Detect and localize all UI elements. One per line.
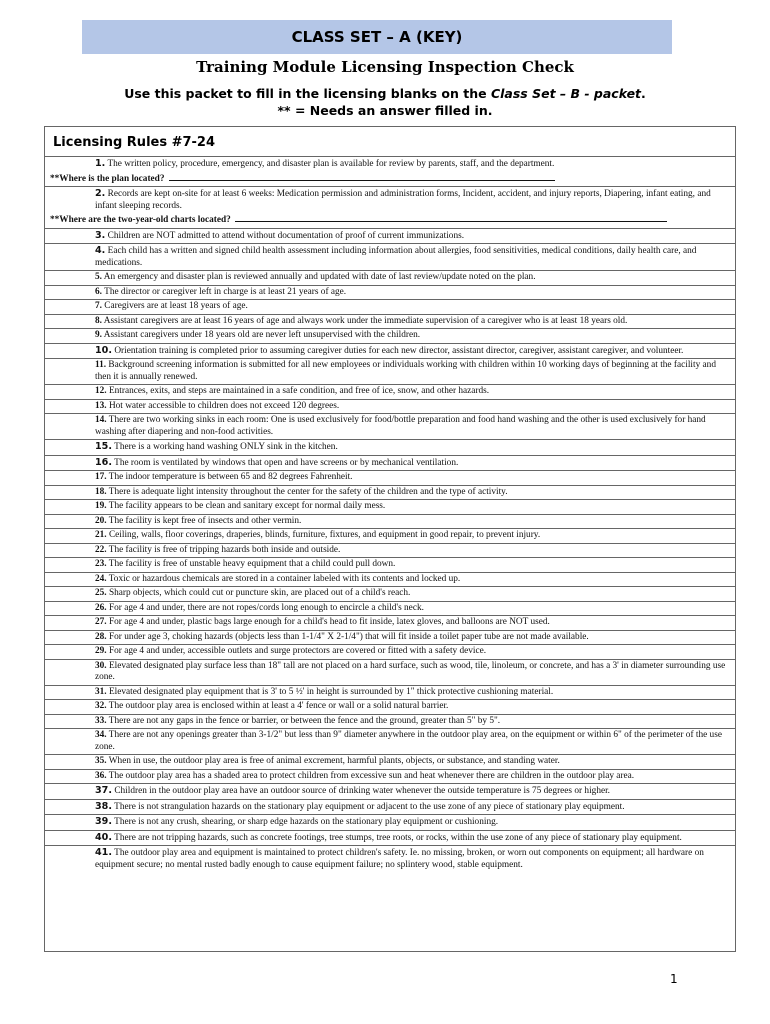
rule-text: There are not any openings greater than 3-1/2" but less than 9" diameter anywhere in the outdoor play area, on the equipment or within 6" of the perimeter of the use zone.: [95, 730, 722, 752]
rule-number: 28.: [95, 631, 107, 642]
rule-question: [50, 212, 729, 227]
rule-question-text: **Where are the two-year-old charts located?: [50, 215, 231, 225]
rule-number: 32.: [95, 701, 107, 711]
rule-row: [45, 244, 735, 271]
rule-number: 36.: [95, 770, 107, 781]
rule-text: There are not tripping hazards, such as concrete footings, tree stumps, tree roots, or rocks, within the use zone of any piece of stationary play equipment.: [112, 832, 682, 843]
rule-row: [45, 660, 735, 686]
rule-row: [45, 456, 735, 472]
rule-text: Sharp objects, which could cut or puncture skin, are placed out of a child's reach.: [106, 588, 411, 598]
rule-text: Children in the outdoor play area have an outdoor source of drinking water whenever the outside temperature is 75 degrees or higher.: [112, 786, 610, 796]
rule-row: [45, 729, 735, 755]
rule-row: [45, 686, 735, 701]
rule-number: 23.: [95, 559, 107, 569]
rule-row: [45, 486, 735, 501]
rule-row: [45, 587, 735, 602]
rule-number: 11.: [95, 360, 107, 370]
rule-row: [45, 157, 735, 187]
rule-number: 9.: [95, 330, 102, 340]
rule-text: Background screening information is submitted for all new employees or individuals working with children within 10 working days of beginning at the facility and then it is annually renewed.: [95, 360, 716, 382]
rule-text: Elevated designated play surface less than 18" tall are not placed on a hard surface, such as wood, tile, linoleum, or concrete, and has a 3' in diameter surrounding use zone.: [95, 660, 726, 682]
rule-number: 10.: [95, 344, 112, 356]
rule-row: [45, 329, 735, 344]
rule-text: The written policy, procedure, emergency, and disaster plan is available for review by parents, staff, and the department.: [105, 159, 555, 169]
rule-text: The facility is free of tripping hazards both inside and outside.: [106, 544, 341, 555]
rule-row: [45, 400, 735, 415]
rule-row: [45, 300, 735, 315]
rule-text: Assistant caregivers under 18 years old are never left unsupervised with the children.: [101, 330, 421, 340]
instruction-text: Use this packet to fill in the licensing blanks on the: [124, 86, 491, 101]
rule-row: [45, 271, 735, 286]
rule-number: 37.: [95, 785, 112, 796]
rule-text: Each child has a written and signed child health assessment including information about allergies, food sensitivities, medical conditions, daily health care, and medications.: [95, 246, 697, 268]
rule-number: 22.: [95, 544, 107, 555]
rules-list: [45, 157, 735, 872]
rule-number: 29.: [95, 646, 107, 656]
rule-text: There are not any gaps in the fence or barrier, or between the fence and the ground, greater than 5" by 5".: [106, 715, 501, 726]
rule-row: [45, 385, 735, 400]
rule-text: The facility appears to be clean and sanitary except for normal daily mess.: [106, 501, 386, 511]
rule-row: [45, 229, 735, 245]
rule-row: [45, 631, 735, 646]
rule-number: 33.: [95, 715, 107, 726]
rule-number: 13.: [95, 400, 107, 411]
instruction-packet-name: Class Set – B - packet: [490, 86, 642, 101]
rule-number: 15.: [95, 441, 112, 452]
rule-number: 19.: [95, 501, 107, 511]
rule-number: 31.: [95, 686, 107, 697]
rule-number: 30.: [95, 660, 107, 671]
rule-row: [45, 846, 735, 872]
rule-number: 4.: [95, 245, 106, 256]
rule-text: For age 4 and under, plastic bags large enough for a child's head to fit inside, latex gloves, and balloons are NOT used.: [106, 617, 550, 627]
rule-row: [45, 187, 735, 229]
rule-text: Records are kept on-site for at least 6 weeks: Medication permission and administration forms, Incident, accident, and injury reports, Diapering, infant eating, and infant sleeping records.: [95, 189, 711, 211]
rule-text: When in use, the outdoor play area is free of animal excrement, harmful plants, objects, or substance, and standing water.: [106, 756, 560, 766]
rule-row: [45, 515, 735, 530]
rule-text: Assistant caregivers are at least 16 years of age and always work under the immediate supervision of a caregiver who is at least 18 years old.: [101, 315, 628, 326]
rule-row: [45, 529, 735, 544]
rule-number: 41.: [95, 847, 112, 858]
rules-table: [44, 126, 736, 952]
rule-text: Elevated designated play equipment that is 3' to 5 ½' in height is surrounded by 1" thick protective cushioning material.: [106, 686, 554, 697]
rule-text: Hot water accessible to children does not exceed 120 degrees.: [106, 400, 340, 411]
page-number: 1: [670, 972, 678, 986]
rule-number: 39.: [95, 816, 112, 827]
rule-row: [45, 344, 735, 360]
answer-blank[interactable]: [235, 212, 667, 222]
rule-text: For age 4 and under, there are not ropes/cords long enough to encircle a child's neck.: [106, 602, 424, 613]
rule-question-text: **Where is the plan located?: [50, 173, 165, 184]
rule-number: 21.: [95, 530, 107, 540]
rule-text: The facility is kept free of insects and other vermin.: [106, 515, 302, 526]
rule-row: [45, 500, 735, 515]
rule-text: The outdoor play area has a shaded area to protect children from excessive sun and heat whenever there are children in the outdoor play area.: [106, 770, 635, 781]
rule-text: For age 4 and under, accessible outlets and surge protectors are covered or fitted with a safety device.: [106, 646, 487, 656]
rule-number: 25.: [95, 588, 107, 598]
rule-text: The room is ventilated by windows that open and have screens or by mechanical ventilation.: [112, 457, 459, 468]
rule-text: There are two working sinks in each room: One is used exclusively for food/bottle preparation and food hand washing and the other is used exclusively for hand washing after diapering and non-food activities.: [95, 415, 706, 437]
rule-number: 1.: [95, 158, 106, 169]
rule-row: [45, 755, 735, 770]
rule-row: [45, 831, 735, 847]
rule-text: The outdoor play area is enclosed within at least a 4' fence or wall or a solid natural barrier.: [106, 701, 449, 711]
rule-row: [45, 715, 735, 730]
rule-text: There is a working hand washing ONLY sink in the kitchen.: [112, 442, 338, 452]
rule-row: [45, 602, 735, 617]
rule-text: The director or caregiver left in charge is at least 21 years of age.: [101, 286, 347, 297]
rule-text: Entrances, exits, and steps are maintained in a safe condition, and free of ice, snow, and other hazards.: [106, 386, 490, 396]
rule-number: 16.: [95, 456, 112, 468]
answer-note: ** = Needs an answer filled in.: [277, 103, 493, 118]
page-title: CLASS SET – A (KEY): [291, 28, 463, 46]
rule-text: Orientation training is completed prior to assuming caregiver duties for each new director, assistant director, caregiver, assistant caregiver, and volunteer.: [112, 345, 684, 356]
rule-number: 40.: [95, 831, 112, 843]
rule-text: There is not strangulation hazards on the stationary play equipment or adjacent to the use zone of any piece of stationary play equipment.: [112, 801, 625, 812]
rule-row: [45, 815, 735, 831]
rule-number: 5.: [95, 272, 102, 282]
rule-row: [45, 616, 735, 631]
rule-number: 8.: [95, 315, 102, 326]
rule-number: 26.: [95, 602, 107, 613]
rule-row: [45, 700, 735, 715]
rule-text: The indoor temperature is between 65 and 82 degrees Fahrenheit.: [106, 472, 353, 482]
rule-number: 7.: [95, 301, 102, 311]
rule-row: [45, 800, 735, 816]
rule-row: [45, 414, 735, 440]
rule-number: 12.: [95, 386, 107, 396]
section-title: Licensing Rules #7-24: [45, 127, 735, 157]
rule-text: Caregivers are at least 18 years of age.: [101, 301, 248, 311]
instructions: [0, 85, 770, 119]
rule-text: For under age 3, choking hazards (objects less than 1-1/4" X 2-1/4") that will fit inside a toilet paper tube are not made available.: [106, 631, 589, 642]
rule-number: 14.: [95, 415, 107, 425]
rule-row: [45, 440, 735, 456]
rule-question: [50, 171, 729, 186]
rule-row: [45, 315, 735, 330]
rule-number: 35.: [95, 756, 107, 766]
rule-number: 18.: [95, 486, 107, 497]
rule-row: [45, 471, 735, 486]
rule-row: [45, 359, 735, 385]
rule-number: 2.: [95, 188, 106, 199]
rule-row: [45, 645, 735, 660]
answer-blank[interactable]: [169, 171, 555, 181]
rule-row: [45, 544, 735, 559]
rule-text: An emergency and disaster plan is reviewed annually and updated with date of last review/update noted on the plan.: [101, 272, 536, 282]
rule-text: Toxic or hazardous chemicals are stored in a container labeled with its contents and locked up.: [106, 573, 461, 584]
rule-row: [45, 573, 735, 588]
instruction-end: .: [641, 86, 646, 101]
rule-row: [45, 770, 735, 785]
rule-row: [45, 286, 735, 301]
rule-number: 20.: [95, 515, 107, 526]
rule-number: 24.: [95, 573, 107, 584]
rule-text: The outdoor play area and equipment is maintained to protect children's safety. Ie. no missing, broken, or worn out components on equipment; all hardware on equipment secure; no mental rusted badly enough to cause equipment failure; no splintery wood, stable equipment.: [95, 848, 704, 870]
rule-text: There is adequate light intensity throughout the center for the safety of the children and the type of activity.: [106, 486, 508, 497]
rule-row: [45, 784, 735, 800]
rule-row: [45, 558, 735, 573]
rule-number: 27.: [95, 617, 107, 627]
rule-number: 38.: [95, 800, 112, 812]
rule-text: Ceiling, walls, floor coverings, draperies, blinds, furniture, fixtures, and equipment in good repair, to prevent injury.: [106, 530, 541, 540]
subtitle: Training Module Licensing Inspection Check: [196, 58, 574, 76]
rule-text: There is not any crush, shearing, or sharp edge hazards on the stationary play equipment or cushioning.: [112, 817, 499, 827]
rule-number: 34.: [95, 730, 107, 740]
rule-text: Children are NOT admitted to attend without documentation of proof of current immunizations.: [105, 230, 465, 241]
title-banner: [82, 20, 672, 54]
rule-number: 3.: [95, 229, 106, 241]
rule-text: The facility is free of unstable heavy equipment that a child could pull down.: [106, 559, 396, 569]
rule-number: 17.: [95, 472, 107, 482]
rule-number: 6.: [95, 286, 102, 297]
